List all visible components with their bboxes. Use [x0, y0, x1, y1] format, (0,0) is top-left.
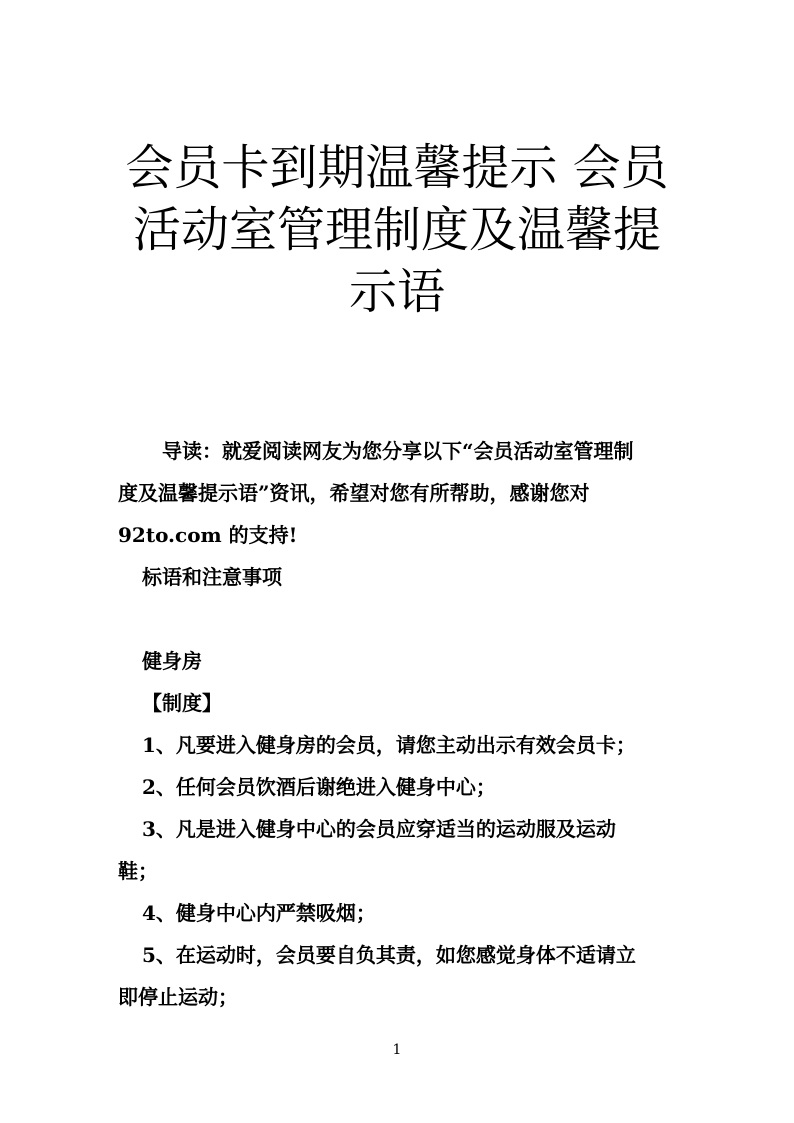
rule-line: 2、任何会员饮酒后谢绝进入健身中心；: [142, 775, 496, 799]
intro-paragraph-line: 92to.com 的支持!: [118, 523, 298, 547]
document-body: [118, 430, 678, 1018]
intro-paragraph-line: 度及温馨提示语”资讯，希望对您有所帮助，感谢您对: [118, 481, 590, 505]
rule-line: 3、凡是进入健身中心的会员应穿适当的运动服及运动: [142, 817, 616, 841]
document-title: [100, 137, 694, 323]
title-line: 会员卡到期温馨提示 会员: [125, 140, 669, 196]
rules-heading: 【制度】: [142, 691, 222, 715]
rule-line: 1、凡要进入健身房的会员，请您主动出示有效会员卡；: [142, 733, 636, 757]
rule-line: 4、健身中心内严禁吸烟；: [142, 901, 376, 925]
page-number: 1: [392, 1042, 402, 1058]
title-line: 示语: [348, 264, 445, 320]
rule-line: 5、在运动时，会员要自负其责，如您感觉身体不适请立: [142, 943, 636, 967]
rule-line: 鞋；: [118, 859, 158, 883]
blank-line: [118, 598, 678, 640]
intro-paragraph-line: 导读：就爱阅读网友为您分享以下“会员活动室管理制: [162, 439, 634, 463]
section-heading: 标语和注意事项: [142, 565, 282, 589]
subsection-heading: 健身房: [142, 649, 202, 673]
rule-line: 即停止运动；: [118, 985, 238, 1009]
title-line: 活动室管理制度及温馨提: [132, 202, 661, 258]
